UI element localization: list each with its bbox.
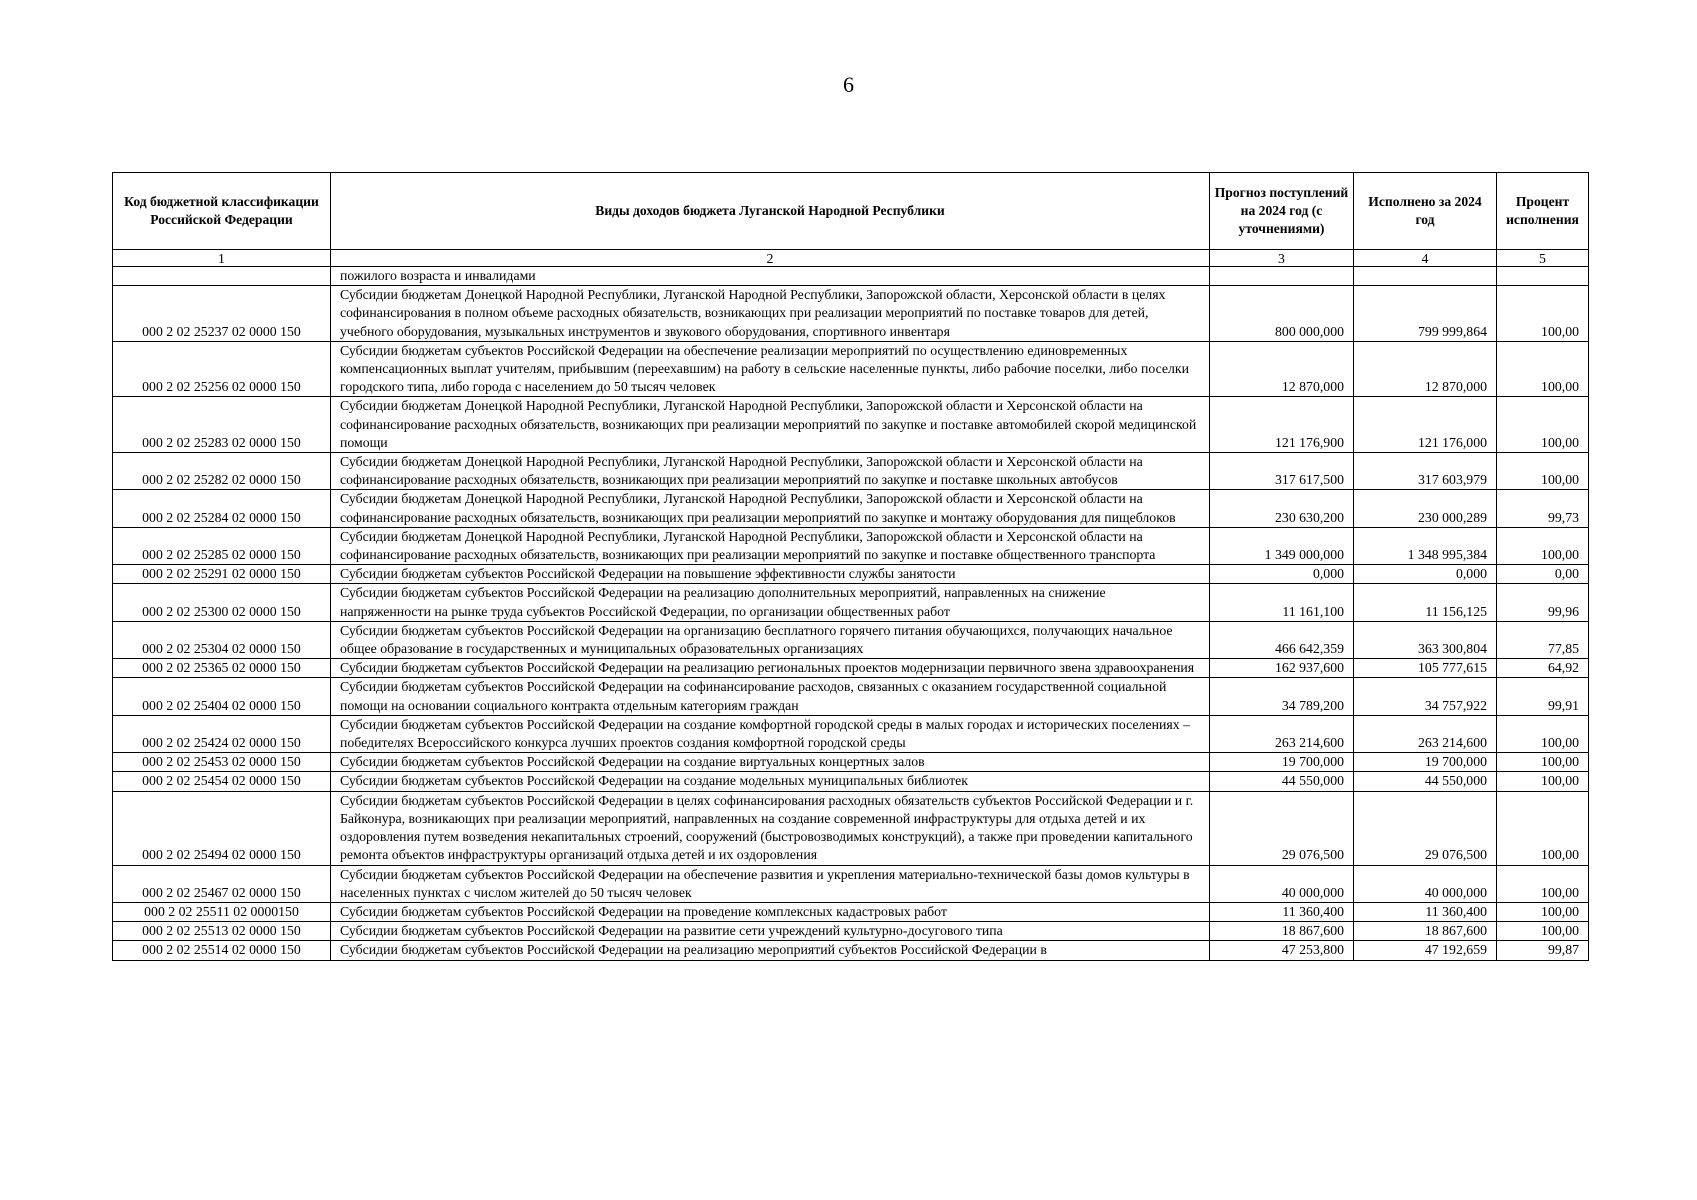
table-row bbox=[113, 941, 1589, 960]
row-description: Субсидии бюджетам субъектов Российской Федерации на создание модельных муниципальных библиотек bbox=[331, 772, 1210, 791]
table-row bbox=[113, 772, 1589, 791]
row-description: Субсидии бюджетам субъектов Российской Федерации на софинансирование расходов, связанных с оказанием государственной социальной помощи на основании социального контракта отдельным категориям граждан bbox=[331, 678, 1210, 715]
row-percent: 64,92 bbox=[1497, 659, 1589, 678]
table-row bbox=[113, 865, 1589, 902]
table-row bbox=[113, 565, 1589, 584]
row-code: 000 2 02 25514 02 0000 150 bbox=[113, 941, 331, 960]
row-description: Субсидии бюджетам субъектов Российской Федерации на организацию бесплатного горячего питания обучающихся, получающих начальное общее образование в государственных и муниципальных образовательных организациях bbox=[331, 621, 1210, 658]
row-code: 000 2 02 25424 02 0000 150 bbox=[113, 715, 331, 752]
row-forecast: 230 630,200 bbox=[1210, 490, 1354, 527]
row-code: 000 2 02 25283 02 0000 150 bbox=[113, 397, 331, 453]
row-code bbox=[113, 267, 331, 286]
row-executed: 1 348 995,384 bbox=[1354, 527, 1497, 564]
table-row bbox=[113, 286, 1589, 342]
row-description: Субсидии бюджетам Донецкой Народной Республики, Луганской Народной Республики, Запорожской области и Херсонской области на софинансирование расходных обязательств, возникающих при реализации мероприятий по закупке и монтажу оборудования для пищеблоков bbox=[331, 490, 1210, 527]
row-percent: 99,73 bbox=[1497, 490, 1589, 527]
row-description: Субсидии бюджетам Донецкой Народной Республики, Луганской Народной Республики, Запорожской области, Херсонской области в целях софинансирования в полном объеме расходных обязательств, возникающих при реализации мероприятий по поставке товаров для детей, учебного оборудования, музыкальных инструментов и звукового оборудования, спортивного инвентаря bbox=[331, 286, 1210, 342]
row-forecast: 317 617,500 bbox=[1210, 453, 1354, 490]
row-code: 000 2 02 25304 02 0000 150 bbox=[113, 621, 331, 658]
row-forecast: 0,000 bbox=[1210, 565, 1354, 584]
row-description: Субсидии бюджетам субъектов Российской Федерации на создание виртуальных концертных залов bbox=[331, 753, 1210, 772]
table-row bbox=[113, 791, 1589, 865]
row-percent: 99,87 bbox=[1497, 941, 1589, 960]
table-row bbox=[113, 621, 1589, 658]
row-description: Субсидии бюджетам субъектов Российской Федерации на создание комфортной городской среды в малых городах и исторических поселениях – победителях Всероссийского конкурса лучших проектов создания комфортной городской среды bbox=[331, 715, 1210, 752]
row-percent: 99,96 bbox=[1497, 584, 1589, 621]
row-code: 000 2 02 25404 02 0000 150 bbox=[113, 678, 331, 715]
row-executed: 799 999,864 bbox=[1354, 286, 1497, 342]
table-row bbox=[113, 490, 1589, 527]
row-code: 000 2 02 25237 02 0000 150 bbox=[113, 286, 331, 342]
row-percent: 100,00 bbox=[1497, 922, 1589, 941]
table-row bbox=[113, 715, 1589, 752]
row-executed: 317 603,979 bbox=[1354, 453, 1497, 490]
table-row bbox=[113, 902, 1589, 921]
row-forecast: 12 870,000 bbox=[1210, 341, 1354, 397]
row-executed: 18 867,600 bbox=[1354, 922, 1497, 941]
row-percent: 100,00 bbox=[1497, 753, 1589, 772]
row-code: 000 2 02 25284 02 0000 150 bbox=[113, 490, 331, 527]
table-row bbox=[113, 453, 1589, 490]
table-row bbox=[113, 341, 1589, 397]
table-row bbox=[113, 397, 1589, 453]
row-description: Субсидии бюджетам Донецкой Народной Республики, Луганской Народной Республики, Запорожской области и Херсонской области на софинансирование расходных обязательств, возникающих при реализации мероприятий по закупке и поставке автомобилей скорой медицинской помощи bbox=[331, 397, 1210, 453]
row-forecast: 47 253,800 bbox=[1210, 941, 1354, 960]
header-executed: Исполнено за 2024 год bbox=[1354, 173, 1497, 250]
row-forecast: 1 349 000,000 bbox=[1210, 527, 1354, 564]
row-description: пожилого возраста и инвалидами bbox=[331, 267, 1210, 286]
row-forecast: 800 000,000 bbox=[1210, 286, 1354, 342]
row-code: 000 2 02 25453 02 0000 150 bbox=[113, 753, 331, 772]
table-row bbox=[113, 678, 1589, 715]
column-number: 4 bbox=[1354, 250, 1497, 267]
row-executed: 0,000 bbox=[1354, 565, 1497, 584]
row-percent: 77,85 bbox=[1497, 621, 1589, 658]
row-description: Субсидии бюджетам субъектов Российской Федерации на обеспечение развития и укрепления материально-технической базы домов культуры в населенных пунктах с числом жителей до 50 тысяч человек bbox=[331, 865, 1210, 902]
row-percent: 100,00 bbox=[1497, 341, 1589, 397]
row-executed: 263 214,600 bbox=[1354, 715, 1497, 752]
row-executed: 19 700,000 bbox=[1354, 753, 1497, 772]
row-percent: 100,00 bbox=[1497, 715, 1589, 752]
table-header-row bbox=[113, 173, 1589, 250]
row-code: 000 2 02 25256 02 0000 150 bbox=[113, 341, 331, 397]
row-executed: 363 300,804 bbox=[1354, 621, 1497, 658]
row-percent: 99,91 bbox=[1497, 678, 1589, 715]
row-executed: 34 757,922 bbox=[1354, 678, 1497, 715]
row-executed: 230 000,289 bbox=[1354, 490, 1497, 527]
row-description: Субсидии бюджетам Донецкой Народной Республики, Луганской Народной Республики, Запорожской области и Херсонской области на софинансирование расходных обязательств, возникающих при реализации мероприятий по закупке и поставке общественного транспорта bbox=[331, 527, 1210, 564]
row-percent: 100,00 bbox=[1497, 286, 1589, 342]
row-forecast: 121 176,900 bbox=[1210, 397, 1354, 453]
row-code: 000 2 02 25291 02 0000 150 bbox=[113, 565, 331, 584]
column-number-row bbox=[113, 250, 1589, 267]
row-forecast: 263 214,600 bbox=[1210, 715, 1354, 752]
budget-income-table bbox=[112, 172, 1589, 961]
row-executed: 29 076,500 bbox=[1354, 791, 1497, 865]
row-code: 000 2 02 25300 02 0000 150 bbox=[113, 584, 331, 621]
row-executed: 11 156,125 bbox=[1354, 584, 1497, 621]
row-executed bbox=[1354, 267, 1497, 286]
row-code: 000 2 02 25513 02 0000 150 bbox=[113, 922, 331, 941]
row-code: 000 2 02 25494 02 0000 150 bbox=[113, 791, 331, 865]
continuation-row bbox=[113, 267, 1589, 286]
row-code: 000 2 02 25511 02 0000150 bbox=[113, 902, 331, 921]
row-executed: 47 192,659 bbox=[1354, 941, 1497, 960]
row-forecast: 466 642,359 bbox=[1210, 621, 1354, 658]
row-percent: 100,00 bbox=[1497, 902, 1589, 921]
row-forecast: 162 937,600 bbox=[1210, 659, 1354, 678]
header-income-type: Виды доходов бюджета Луганской Народной Республики bbox=[331, 173, 1210, 250]
row-forecast: 44 550,000 bbox=[1210, 772, 1354, 791]
row-description: Субсидии бюджетам субъектов Российской Федерации на реализацию дополнительных мероприятий, направленных на снижение напряженности на рынке труда субъектов Российской Федерации, по организации общественных работ bbox=[331, 584, 1210, 621]
row-executed: 105 777,615 bbox=[1354, 659, 1497, 678]
row-executed: 121 176,000 bbox=[1354, 397, 1497, 453]
row-description: Субсидии бюджетам субъектов Российской Федерации в целях софинансирования расходных обязательств субъектов Российской Федерации и г. Байконура, возникающих при реализации мероприятий, направленных на создание современной инфраструктуры для отдыха детей и их оздоровления путем возведения некапитальных строений, сооружений (быстровозводимых конструкций), а также при проведении капитального ремонта объектов инфраструктуры организаций отдыха детей и их оздоровления bbox=[331, 791, 1210, 865]
row-forecast: 11 161,100 bbox=[1210, 584, 1354, 621]
column-number: 1 bbox=[113, 250, 331, 267]
table-body bbox=[113, 250, 1589, 961]
column-number: 5 bbox=[1497, 250, 1589, 267]
header-code: Код бюджетной классификации Российской Федерации bbox=[113, 173, 331, 250]
row-forecast: 18 867,600 bbox=[1210, 922, 1354, 941]
row-percent: 100,00 bbox=[1497, 772, 1589, 791]
row-executed: 44 550,000 bbox=[1354, 772, 1497, 791]
row-description: Субсидии бюджетам субъектов Российской Федерации на реализацию региональных проектов модернизации первичного звена здравоохранения bbox=[331, 659, 1210, 678]
table-row bbox=[113, 527, 1589, 564]
row-description: Субсидии бюджетам субъектов Российской Федерации на проведение комплексных кадастровых работ bbox=[331, 902, 1210, 921]
row-percent: 100,00 bbox=[1497, 453, 1589, 490]
row-code: 000 2 02 25454 02 0000 150 bbox=[113, 772, 331, 791]
row-description: Субсидии бюджетам субъектов Российской Федерации на реализацию мероприятий субъектов Российской Федерации в bbox=[331, 941, 1210, 960]
column-number: 2 bbox=[331, 250, 1210, 267]
table-row bbox=[113, 584, 1589, 621]
row-description: Субсидии бюджетам субъектов Российской Федерации на повышение эффективности службы занятости bbox=[331, 565, 1210, 584]
row-percent bbox=[1497, 267, 1589, 286]
row-percent: 100,00 bbox=[1497, 397, 1589, 453]
row-forecast: 11 360,400 bbox=[1210, 902, 1354, 921]
header-forecast: Прогноз поступлений на 2024 год (с уточнениями) bbox=[1210, 173, 1354, 250]
row-code: 000 2 02 25282 02 0000 150 bbox=[113, 453, 331, 490]
row-forecast: 19 700,000 bbox=[1210, 753, 1354, 772]
row-forecast: 29 076,500 bbox=[1210, 791, 1354, 865]
table-row bbox=[113, 922, 1589, 941]
row-description: Субсидии бюджетам субъектов Российской Федерации на обеспечение реализации мероприятий по осуществлению единовременных компенсационных выплат учителям, прибывшим (переехавшим) на работу в сельские населенные пункты, либо рабочие поселки, либо поселки городского типа, либо города с населением до 50 тысяч человек bbox=[331, 341, 1210, 397]
column-number: 3 bbox=[1210, 250, 1354, 267]
row-forecast: 40 000,000 bbox=[1210, 865, 1354, 902]
table-row bbox=[113, 753, 1589, 772]
row-code: 000 2 02 25467 02 0000 150 bbox=[113, 865, 331, 902]
row-percent: 100,00 bbox=[1497, 791, 1589, 865]
page-number: 6 bbox=[843, 72, 854, 97]
row-percent: 100,00 bbox=[1497, 527, 1589, 564]
row-percent: 100,00 bbox=[1497, 865, 1589, 902]
row-code: 000 2 02 25285 02 0000 150 bbox=[113, 527, 331, 564]
row-executed: 11 360,400 bbox=[1354, 902, 1497, 921]
row-forecast bbox=[1210, 267, 1354, 286]
row-executed: 40 000,000 bbox=[1354, 865, 1497, 902]
table-row bbox=[113, 659, 1589, 678]
header-percent: Процент исполнения bbox=[1497, 173, 1589, 250]
row-executed: 12 870,000 bbox=[1354, 341, 1497, 397]
row-description: Субсидии бюджетам субъектов Российской Федерации на развитие сети учреждений культурно-досугового типа bbox=[331, 922, 1210, 941]
row-percent: 0,00 bbox=[1497, 565, 1589, 584]
row-forecast: 34 789,200 bbox=[1210, 678, 1354, 715]
row-description: Субсидии бюджетам Донецкой Народной Республики, Луганской Народной Республики, Запорожской области и Херсонской области на софинансирование расходных обязательств, возникающих при реализации мероприятий по закупке и поставке школьных автобусов bbox=[331, 453, 1210, 490]
row-code: 000 2 02 25365 02 0000 150 bbox=[113, 659, 331, 678]
